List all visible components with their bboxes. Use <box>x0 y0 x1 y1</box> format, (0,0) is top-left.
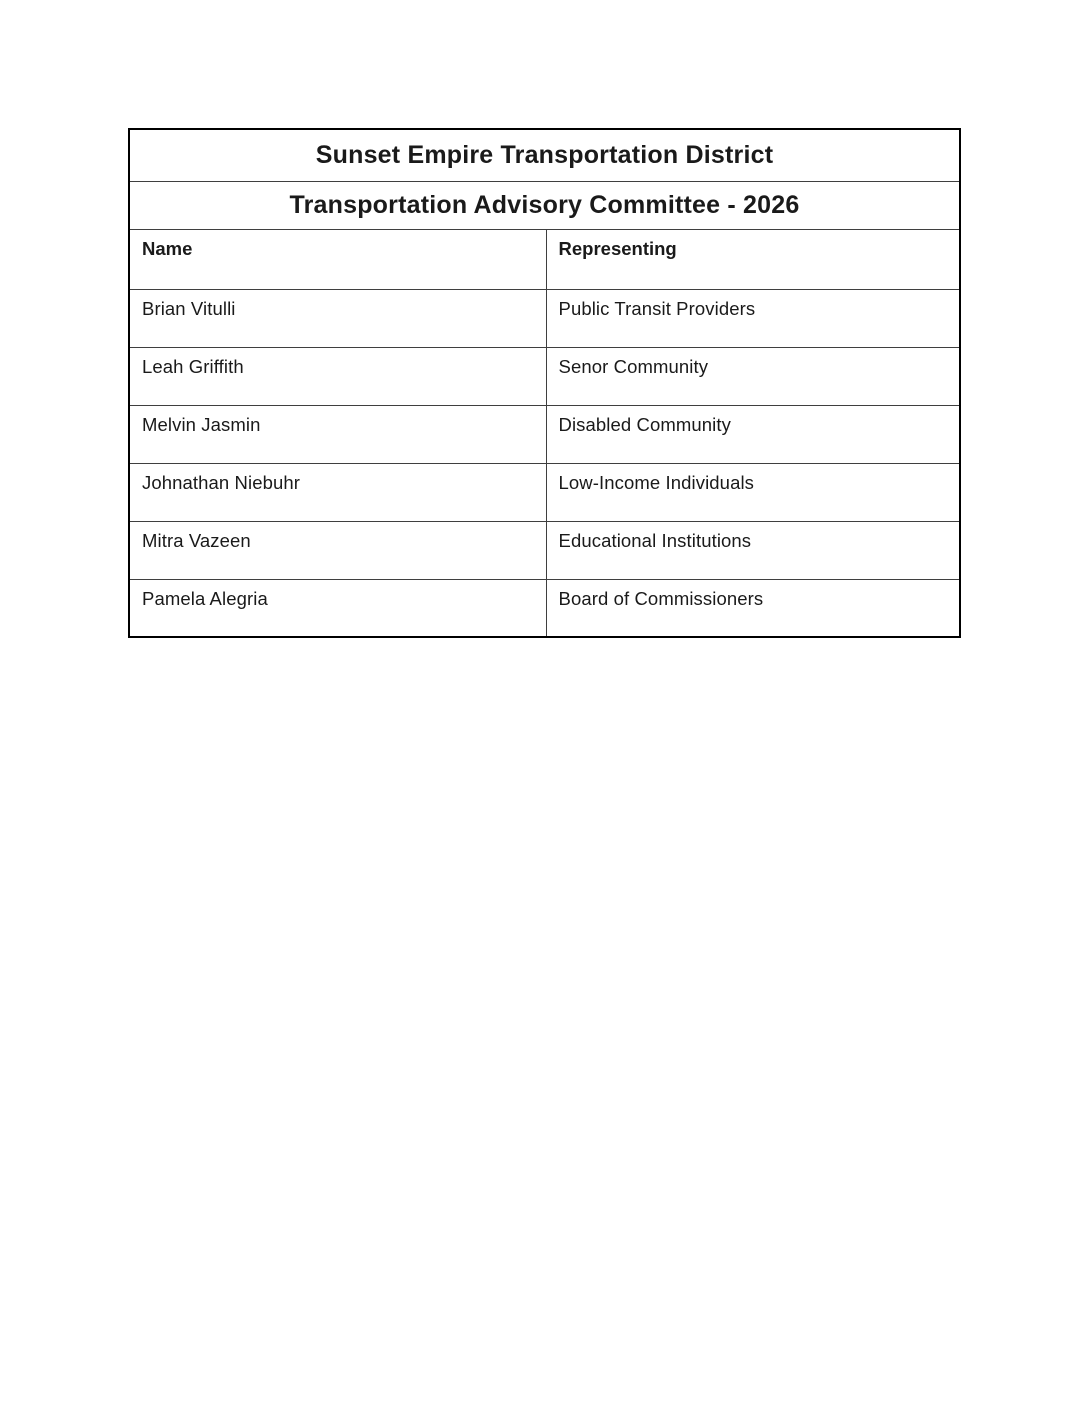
document-title: Sunset Empire Transportation District <box>129 129 960 181</box>
table-row <box>129 289 960 347</box>
table-row <box>129 405 960 463</box>
table-row <box>129 463 960 521</box>
representing-cell: Senor Community <box>546 347 960 405</box>
table-title-row-2 <box>129 181 960 229</box>
document-subtitle: Transportation Advisory Committee - 2026 <box>129 181 960 229</box>
column-header-representing: Representing <box>546 229 960 289</box>
member-name-cell: Pamela Alegria <box>129 579 546 637</box>
representing-cell: Educational Institutions <box>546 521 960 579</box>
representing-cell: Low-Income Individuals <box>546 463 960 521</box>
member-name-cell: Johnathan Niebuhr <box>129 463 546 521</box>
table-row <box>129 579 960 637</box>
representing-cell: Public Transit Providers <box>546 289 960 347</box>
representing-cell: Board of Commissioners <box>546 579 960 637</box>
table-row <box>129 347 960 405</box>
committee-table <box>128 128 961 638</box>
member-name-cell: Mitra Vazeen <box>129 521 546 579</box>
table-title-row-1 <box>129 129 960 181</box>
representing-cell: Disabled Community <box>546 405 960 463</box>
member-name-cell: Brian Vitulli <box>129 289 546 347</box>
member-name-cell: Melvin Jasmin <box>129 405 546 463</box>
member-name-cell: Leah Griffith <box>129 347 546 405</box>
table-header-row <box>129 229 960 289</box>
table-row <box>129 521 960 579</box>
column-header-name: Name <box>129 229 546 289</box>
